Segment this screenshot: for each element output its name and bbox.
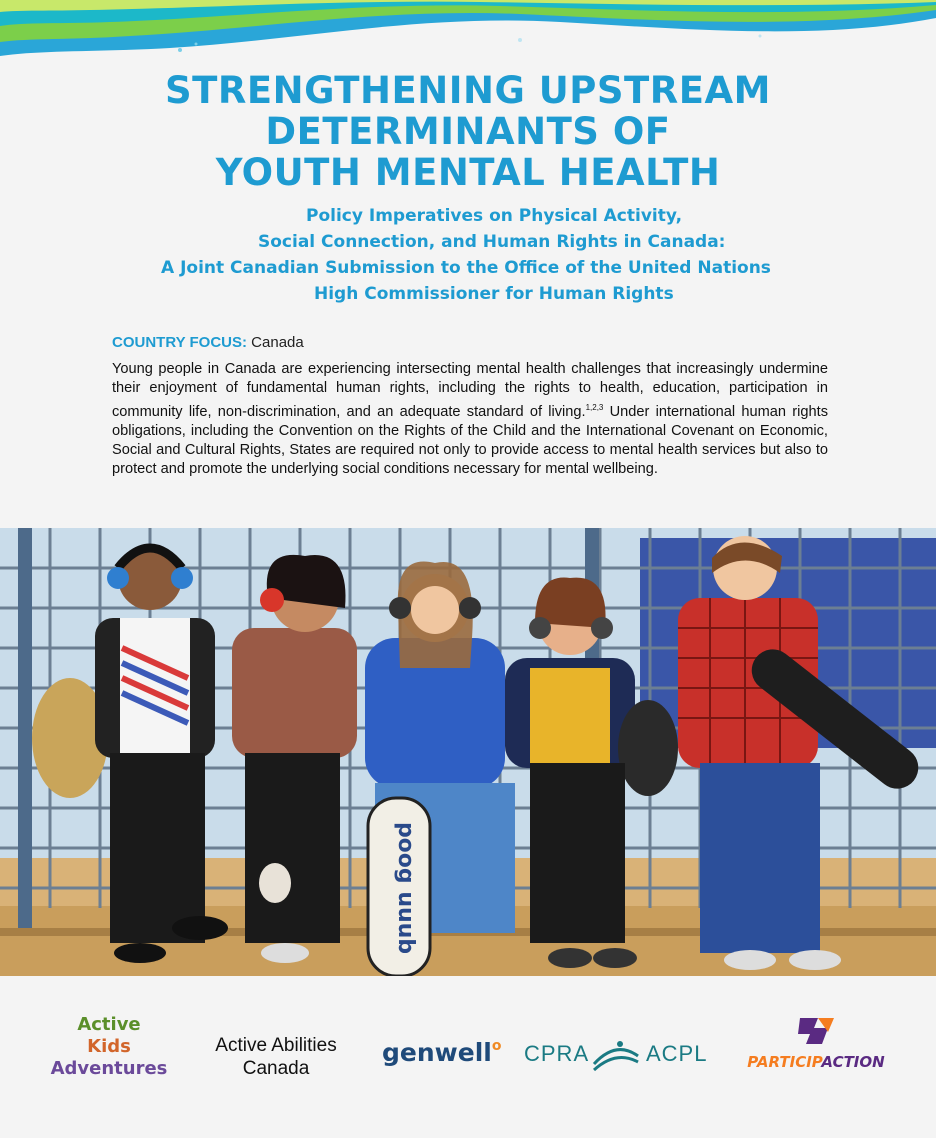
cpra-acpl-logo: [524, 1038, 714, 1074]
intro-paragraph: [112, 360, 828, 479]
page-title: [0, 70, 936, 193]
title-line-1: STRENGTHENING UPSTREAM: [164, 69, 772, 112]
cpra-wave-icon: [590, 1038, 642, 1074]
header-wave-decoration: [0, 0, 936, 70]
citation-marker: 1,2,3: [585, 403, 604, 412]
logo-text-active-abilities: Active Abilities: [215, 1035, 337, 1056]
intro-text-part-1: Young people in Canada are experiencing intersecting mental health challenges that increasingly undermine their enjoyment of fundamental human rights, including the rights to health, education, participation in community life, non-discrimination, and an adequate standard of living.: [112, 361, 828, 420]
logo-text-adventures: Adventures: [50, 1058, 168, 1079]
logo-text-genwell: genwell: [382, 1038, 492, 1067]
subtitle-line-2: Social Connection, and Human Rights in Canada:: [258, 232, 726, 252]
logo-text-active: Active: [77, 1014, 141, 1035]
logo-text-kids: Kids: [87, 1036, 131, 1057]
partner-logos: [0, 1000, 936, 1100]
logo-text-acpl: ACPL: [646, 1041, 708, 1066]
country-focus: [112, 334, 304, 351]
subtitle-line-3: A Joint Canadian Submission to the Office of the United Nations: [161, 258, 771, 278]
intro-text-part-2: Under international human rights obligations, including the Convention on the Rights of the Child and the International Covenant on Economic, Social and Cultural Rights, States are required not only to provide access to mental health services but also to protect and promote the underlying social conditions necessary for mental wellbeing.: [112, 403, 828, 477]
subtitle-line-4: High Commissioner for Human Rights: [314, 284, 674, 304]
title-line-3: YOUTH MENTAL HEALTH: [215, 151, 721, 194]
subtitle-line-1: Policy Imperatives on Physical Activity,: [306, 206, 683, 226]
participaction-mark-icon: [794, 1014, 838, 1048]
logo-text-cpra: CPRA: [524, 1041, 590, 1066]
genwell-logo: genwell$^o$: [382, 1038, 502, 1067]
country-focus-label: COUNTRY FOCUS:: [112, 334, 247, 351]
logo-text-action: ACTION: [821, 1053, 885, 1071]
logo-text-particip: PARTICIP: [747, 1053, 822, 1071]
active-kids-adventures-logo: [44, 1014, 174, 1080]
participaction-logo: [736, 1014, 896, 1071]
skateboard-graphic: poog uuub: [393, 821, 418, 955]
title-line-2: DETERMINANTS OF: [265, 110, 671, 153]
country-focus-value: Canada: [251, 334, 304, 351]
logo-text-canada: Canada: [242, 1058, 310, 1079]
page-subtitle: [0, 203, 936, 307]
youth-illustration: [0, 528, 936, 976]
active-abilities-canada-logo: [196, 1034, 356, 1080]
